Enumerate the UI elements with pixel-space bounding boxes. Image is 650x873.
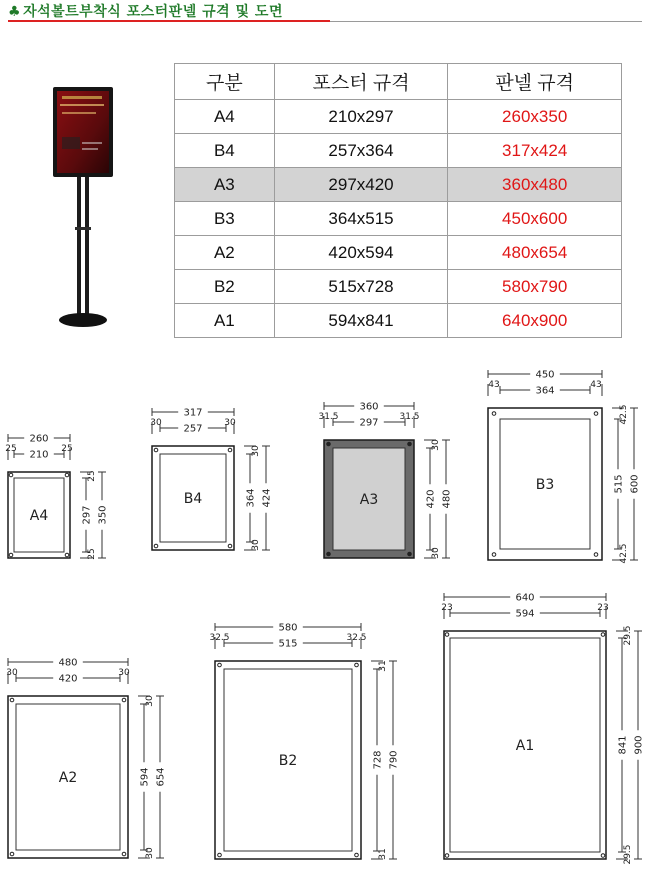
poster-width-dim-label: 420 [58,673,78,685]
table-row [175,236,622,270]
table-row [175,202,622,236]
panel-height-dim-label: 350 [97,505,109,525]
border-width-label: 23 [441,603,453,613]
row-panel-size: 450x600 [448,202,622,236]
border-height-label: 42.5 [619,543,629,564]
panel-width-dim-label: 450 [535,369,555,381]
border-height-label: 30 [431,439,441,451]
border-height-label: 30 [145,847,155,859]
drawing-label: A2 [58,770,78,786]
spec-table-header-row [175,64,622,100]
border-height-label: 30 [251,539,261,551]
bolt-icon [594,553,598,557]
bolt-icon [601,854,605,858]
stand-poster-line [62,112,96,114]
poster-width-dim-label: 210 [29,449,49,461]
table-row [175,304,622,338]
row-poster-size: 210x297 [274,100,448,134]
border-height-label: 30 [251,445,261,457]
bolt-icon [355,663,359,667]
drawing-a4 [5,434,108,560]
drawing-label: A1 [515,738,535,754]
bolt-icon [65,553,69,557]
poster-height-dim-label: 420 [425,489,437,509]
bolt-icon [218,663,222,667]
row-panel-size: 480x654 [448,236,622,270]
row-poster-size: 297x420 [274,168,448,202]
drawing-b2 [209,623,399,860]
border-width-label: 30 [150,418,162,428]
poster-width-dim-label: 515 [278,638,298,650]
panel-height-dim-label: 600 [629,474,641,494]
bolt-icon [154,448,158,452]
header-poster-size: 포스터 규격 [274,64,448,100]
bolt-icon [492,553,496,557]
bolt-icon [9,473,13,477]
table-row [175,100,622,134]
row-panel-size: 317x424 [448,134,622,168]
border-height-label: 31 [378,848,388,860]
row-poster-size: 594x841 [274,304,448,338]
table-row [175,134,622,168]
bolt-icon [355,853,359,857]
panel-height-dim-label: 900 [633,735,645,755]
table-row-highlighted [175,168,622,202]
panel-width-dim-label: 640 [515,592,535,604]
title-underline [8,20,330,22]
row-poster-size: 420x594 [274,236,448,270]
poster-width-dim-label: 297 [359,417,379,429]
border-width-label: 31.5 [318,412,339,422]
row-size-name: A4 [175,100,275,134]
drawing-a3 [318,402,452,559]
border-width-label: 43 [590,380,602,390]
stand-clamp [75,227,91,230]
row-size-name: B2 [175,270,275,304]
border-width-label: 30 [6,668,18,678]
row-poster-size: 515x728 [274,270,448,304]
panel-height-dim-label: 654 [155,767,167,787]
poster-stand-illustration [50,82,120,330]
drawing-label: B3 [535,477,555,493]
row-size-name: A1 [175,304,275,338]
panel-width-dim-label: 480 [58,657,78,669]
bolt-icon [10,698,14,702]
row-panel-size: 260x350 [448,100,622,134]
border-width-label: 32.5 [209,633,230,643]
poster-width-dim-label: 257 [183,423,203,435]
panel-height-dim-label: 424 [261,488,273,508]
border-width-label: 25 [5,444,17,454]
row-panel-size: 580x790 [448,270,622,304]
stand-poster-line [60,104,104,106]
bolt-icon [10,852,14,856]
spec-table [174,63,622,338]
bolt-icon [154,544,158,548]
border-height-label: 30 [145,695,155,707]
row-size-name: B4 [175,134,275,168]
header-category: 구분 [175,64,275,100]
bolt-icon [327,552,331,556]
drawing-a1 [441,593,644,865]
stand-poster-block [62,137,80,149]
bolt-icon [218,853,222,857]
stand-base [59,313,107,327]
drawing-label: A3 [359,492,379,508]
border-height-label: 29.5 [623,625,633,646]
drawing-b4 [150,408,272,551]
border-width-label: 25 [61,444,73,454]
panel-height-dim-label: 790 [388,750,400,770]
stand-poster-line [82,148,98,150]
bolt-icon [601,633,605,637]
row-size-name: B3 [175,202,275,236]
border-height-label: 25 [87,548,97,560]
bolt-icon [122,852,126,856]
row-size-name: A3 [175,168,275,202]
bolt-icon [228,448,232,452]
poster-height-dim-label: 841 [617,735,629,755]
border-width-label: 30 [118,668,130,678]
border-width-label: 30 [224,418,236,428]
drawing-label: B2 [278,753,298,769]
drawing-label: A4 [29,508,49,524]
border-height-label: 42.5 [619,404,629,425]
row-panel-size: 360x480 [448,168,622,202]
panel-width-dim-label: 317 [183,407,203,419]
stand-poster-line [82,142,102,144]
header-panel-size: 판넬 규격 [448,64,622,100]
stand-poster [57,91,109,173]
bolt-icon [9,553,13,557]
border-height-label: 31 [378,660,388,672]
bolt-icon [408,442,412,446]
row-panel-size: 640x900 [448,304,622,338]
bolt-icon [445,854,449,858]
row-poster-size: 257x364 [274,134,448,168]
table-row [175,270,622,304]
stand-pole [85,177,89,317]
poster-height-dim-label: 515 [613,474,625,494]
drawing-a2 [6,658,166,859]
panel-width-dim-label: 360 [359,401,379,413]
bolt-icon [445,633,449,637]
row-size-name: A2 [175,236,275,270]
border-width-label: 23 [597,603,609,613]
border-width-label: 31.5 [399,412,420,422]
poster-width-dim-label: 364 [535,385,555,397]
row-poster-size: 364x515 [274,202,448,236]
club-icon: ♣ [8,4,22,20]
bolt-icon [65,473,69,477]
panel-width-dim-label: 580 [278,622,298,634]
drawing-b3 [488,370,641,564]
poster-height-dim-label: 364 [245,488,257,508]
panel-width-dim-label: 260 [29,433,49,445]
page-title [8,1,283,21]
panel-dimension-drawings [0,360,650,873]
panel-height-dim-label: 480 [441,489,453,509]
poster-height-dim-label: 297 [81,505,93,525]
stand-poster-line [62,96,102,99]
bolt-icon [594,412,598,416]
border-height-label: 29.5 [623,844,633,865]
border-height-label: 30 [431,547,441,559]
drawing-label: B4 [183,491,203,507]
border-height-label: 25 [87,470,97,482]
border-width-label: 32.5 [346,633,367,643]
bolt-icon [408,552,412,556]
bolt-icon [122,698,126,702]
border-width-label: 43 [488,380,500,390]
poster-width-dim-label: 594 [515,608,535,620]
poster-height-dim-label: 728 [372,750,384,770]
stand-pole [77,177,81,317]
bolt-icon [327,442,331,446]
bolt-icon [492,412,496,416]
page-title-text: 자석볼트부착식 포스터판넬 규격 및 도면 [23,4,283,20]
poster-height-dim-label: 594 [139,767,151,787]
bolt-icon [228,544,232,548]
